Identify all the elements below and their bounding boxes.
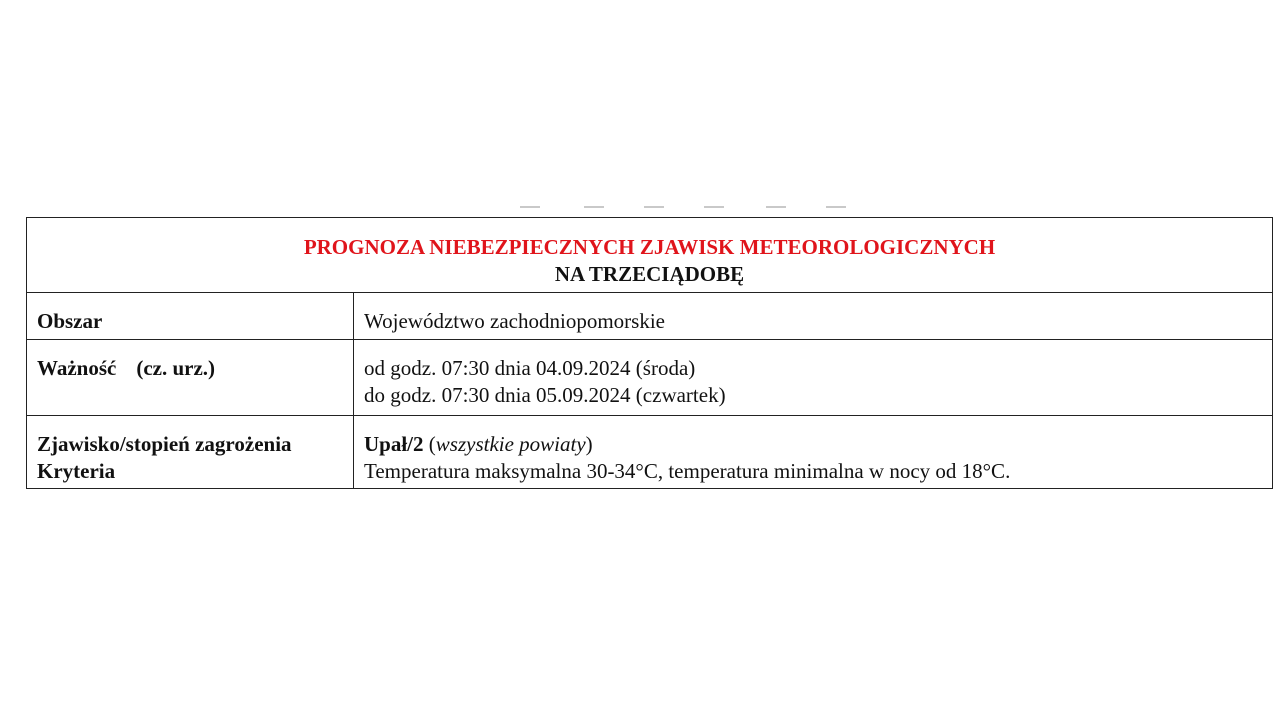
area-value: Województwo zachodniopomorskie — [364, 309, 665, 333]
criteria-label: Kryteria — [37, 459, 116, 483]
phenomenon-value-cell — [354, 416, 1273, 489]
scope-close-paren: ) — [585, 432, 593, 456]
table-row-validity — [27, 340, 1273, 416]
table-row-area — [27, 293, 1273, 340]
table-title-row — [27, 218, 1273, 293]
validity-from: od godz. 07:30 dnia 04.09.2024 (środa) — [364, 356, 696, 380]
area-label-cell — [27, 293, 354, 340]
title-cell — [27, 218, 1273, 293]
forecast-title: PROGNOZA NIEBEZPIECZNYCH ZJAWISK METEOROLOGICZNYCH — [303, 235, 996, 259]
phenomenon-scope: wszystkie powiaty — [435, 432, 586, 456]
table-row-phenomenon — [27, 416, 1273, 489]
validity-to: do godz. 07:30 dnia 05.09.2024 (czwartek) — [364, 383, 726, 407]
area-value-cell — [354, 293, 1273, 340]
scan-artifact-marks — [520, 206, 860, 214]
phenomenon-label: Zjawisko/stopień zagrożenia — [37, 432, 292, 456]
criteria-value: Temperatura maksymalna 30-34°C, temperatura minimalna w nocy od 18°C. — [364, 459, 1011, 483]
forecast-subtitle: NA TRZECIĄDOBĘ — [554, 262, 745, 286]
validity-label: Ważność — [37, 356, 117, 380]
validity-label-cell — [27, 340, 354, 416]
validity-value-cell — [354, 340, 1273, 416]
phenomenon-value-line — [364, 431, 1272, 458]
validity-label-note: (cz. urz.) — [136, 356, 216, 380]
scope-open-paren: ( — [423, 432, 436, 456]
phenomenon-label-cell — [27, 416, 354, 489]
phenomenon-degree: Upał/2 — [364, 432, 424, 456]
warning-table — [26, 217, 1273, 489]
area-label: Obszar — [37, 309, 103, 333]
